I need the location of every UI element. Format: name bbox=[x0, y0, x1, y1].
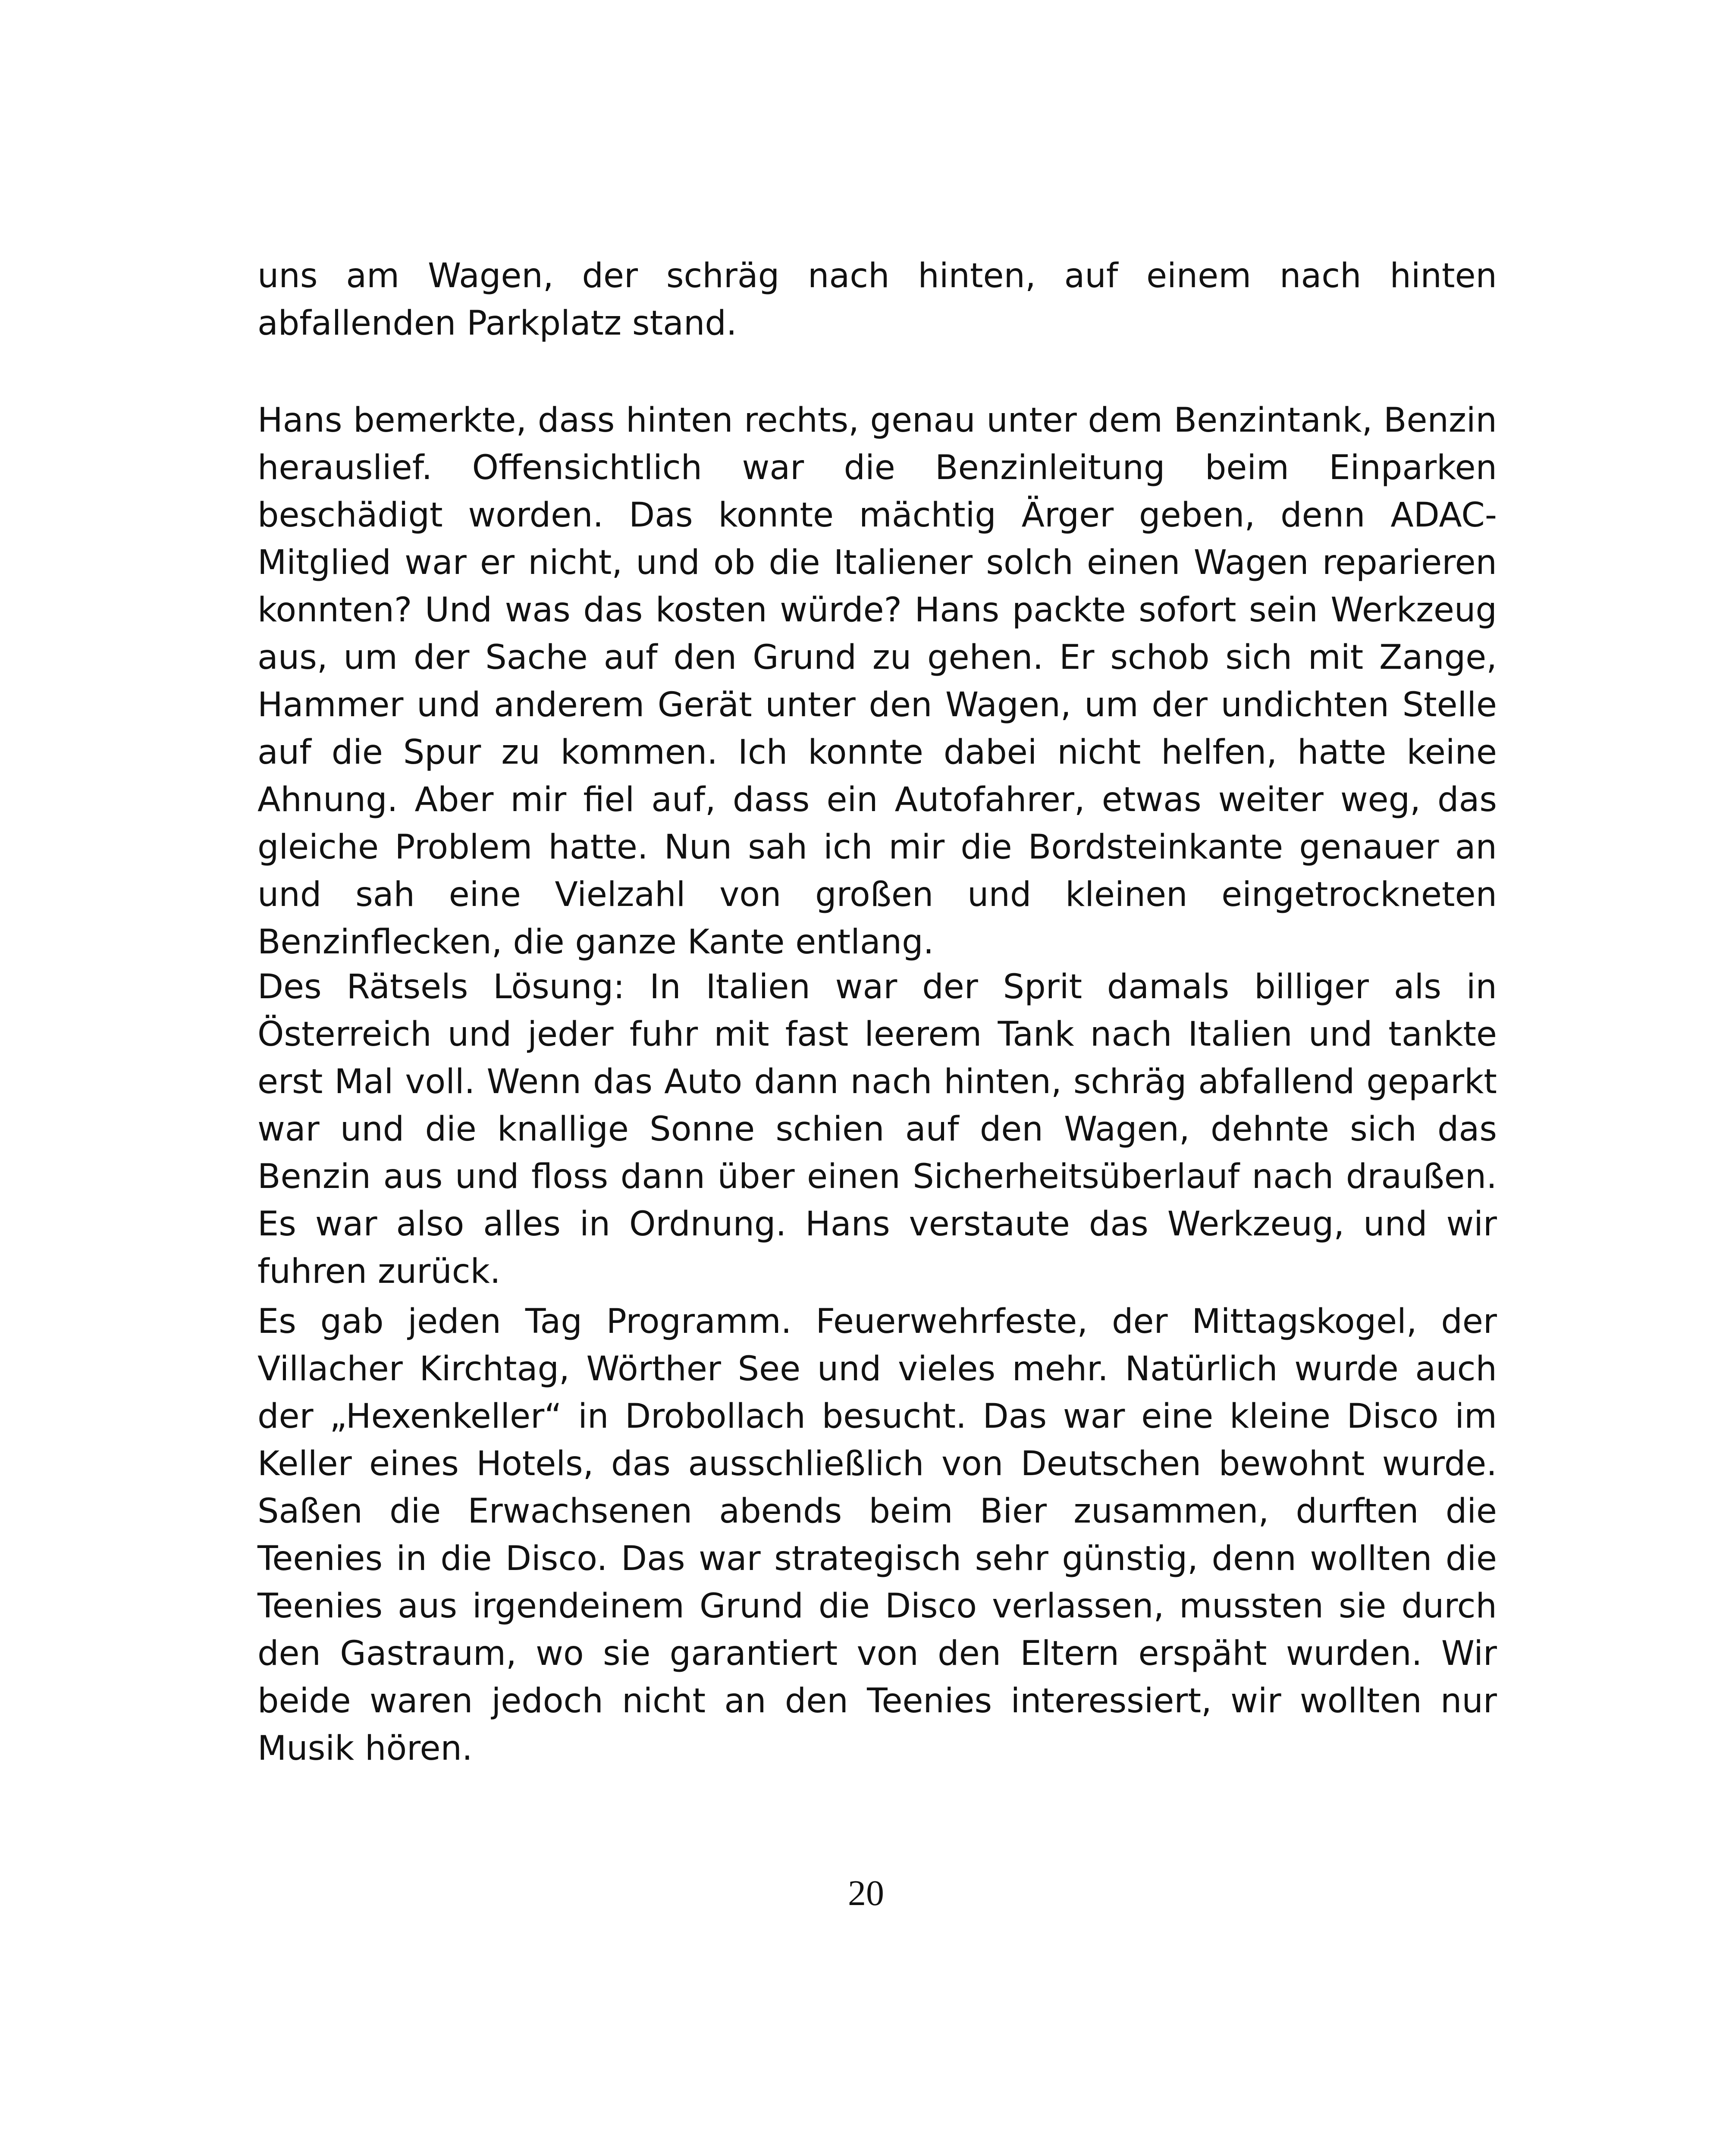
page-number: 20 bbox=[848, 1873, 884, 1913]
paragraph-3: Des Rätsels Lösung: In Italien war der Sprit damals billiger als in Österreich und jeder fuhr mit fast leerem Tank nach Italien und tankte erst Mal voll. Wenn das Auto dann nach hinten, schräg abfallend geparkt war und die knallige Sonne schien auf den Wagen, dehnte sich das Benzin aus und floss dann über einen Sicherheitsüberlauf nach draußen. Es war also alles in Ordnung. Hans verstaute das Werkzeug, und wir fuhren zurück. bbox=[257, 968, 1497, 1291]
paragraph-1: uns am Wagen, der schräg nach hinten, auf einem nach hinten abfallenden Parkplatz stand. bbox=[257, 257, 1497, 343]
paragraph-4: Es gab jeden Tag Programm. Feuerwehrfeste, der Mittagskogel, der Villacher Kirchtag, Wörther See und vieles mehr. Natürlich wurde auch der „Hexenkeller“ in Drobollach besucht. Das war eine kleine Disco im Keller eines Hotels, das ausschließlich von Deutschen bewohnt wurde. Saßen die Erwachsenen abends beim Bier zusammen, durften die Teenies in die Disco. Das war strategisch sehr günstig, denn wollten die Teenies aus irgendeinem Grund die Disco verlassen, mussten sie durch den Gastraum, wo sie garantiert von den Eltern erspäht wurden. Wir beide waren jedoch nicht an den Teenies interessiert, wir wollten nur Musik hören. bbox=[257, 1302, 1497, 1768]
paragraph-2: Hans bemerkte, dass hinten rechts, genau unter dem Benzintank, Benzin herauslief. Offensichtlich war die Benzinleitung beim Einparken beschädigt worden. Das konnte mächtig Ärger geben, denn ADAC-Mitglied war er nicht, und ob die Italiener solch einen Wagen reparieren konnten? Und was das kosten würde? Hans packte sofort sein Werkzeug aus, um der Sache auf den Grund zu gehen. Er schob sich mit Zange, Hammer und anderem Gerät unter den Wagen, um der undichten Stelle auf die Spur zu kommen. Ich konnte dabei nicht helfen, hatte keine Ahnung. Aber mir fiel auf, dass ein Autofahrer, etwas weiter weg, das gleiche Problem hatte. Nun sah ich mir die Bordsteinkante genauer an und sah eine Vielzahl von großen und kleinen eingetrockneten Benzinflecken, die ganze Kante entlang. bbox=[257, 401, 1497, 962]
